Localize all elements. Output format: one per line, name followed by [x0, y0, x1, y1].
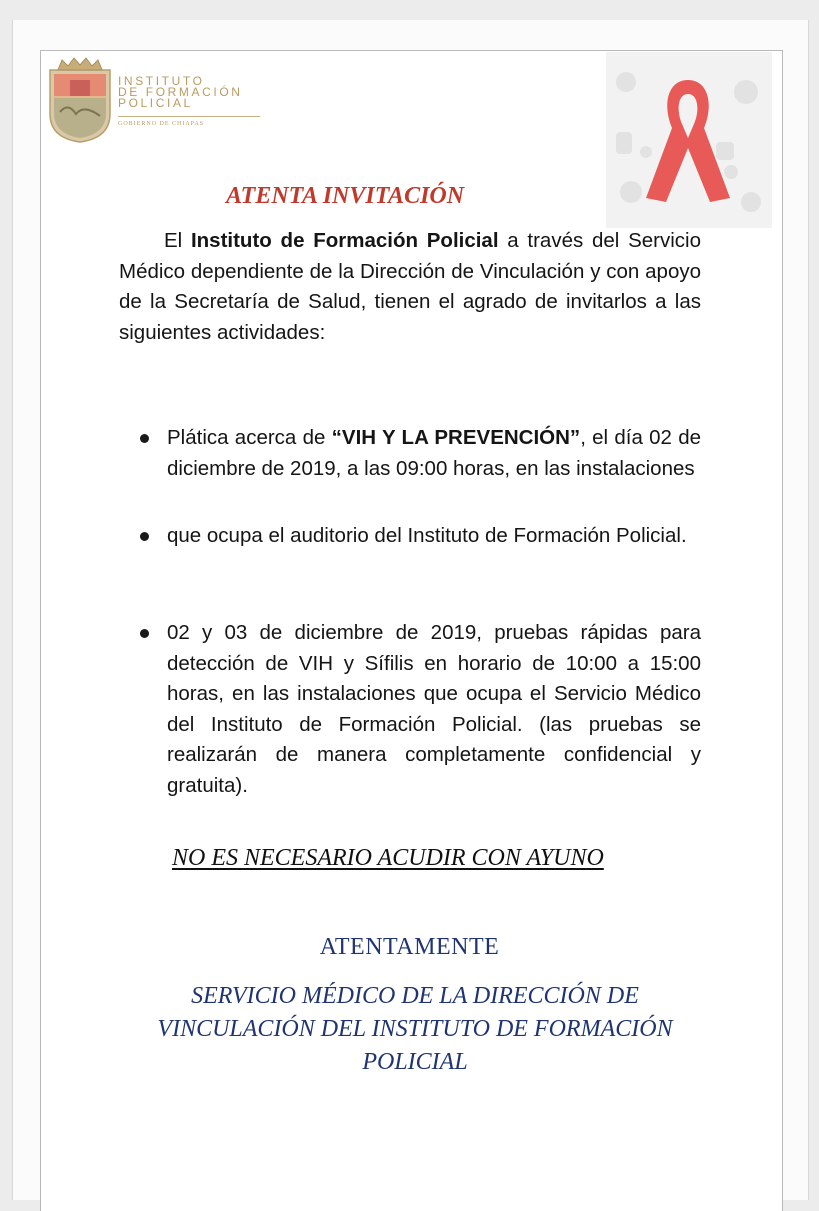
list-item-text: 02 y 03 de diciembre de 2019, pruebas rápidas para detección de VIH y Sífilis en horario de 10:00 a 15:00 horas, en las instalaciones que ocupa el Servicio Médico del Instituto de Formación Policial. (las pruebas se realizarán de manera completamente confidencial y gratuita).	[167, 621, 701, 797]
closing-salutation: ATENTAMENTE	[319, 934, 500, 960]
signature-line: VINCULACIÓN DEL INSTITUTO DE FORMACIÓN	[157, 1016, 673, 1042]
institute-name: Instituto de Formación Policial	[190, 229, 499, 252]
list-item	[140, 423, 701, 484]
bullet-icon	[140, 434, 149, 443]
list-item	[140, 618, 701, 801]
logo-line: POLICIAL	[118, 96, 193, 110]
red-awareness-ribbon	[606, 52, 772, 228]
list-item-text-pre: Plática acerca de	[167, 426, 332, 449]
invitation-title: ATENTA INVITACIÓN	[226, 183, 465, 209]
list-item-text: que ocupa el auditorio del Instituto de Formación Policial.	[167, 524, 687, 547]
signature-line: POLICIAL	[362, 1049, 468, 1075]
list-item-text	[167, 423, 701, 484]
logo-divider	[118, 116, 260, 117]
bullet-icon	[140, 532, 149, 541]
signature-block	[120, 980, 710, 1079]
signature-line: SERVICIO MÉDICO DE LA DIRECCIÓN DE	[191, 983, 639, 1009]
bullet-icon	[140, 629, 149, 638]
intro-lead: El	[164, 229, 191, 252]
logo-line: DE FORMACIÓN	[118, 85, 243, 99]
intro-paragraph	[119, 226, 701, 348]
intro-body: a través del Servicio Médico dependiente de la Dirección de Vinculación y con apoyo de la Secretaría de Salud, tienen el agrado de invitarlos a las siguientes actividades:	[119, 229, 701, 344]
list-item-text-post: , el día 02 de diciembre de 2019, a las 09:00 horas, en las instalaciones	[167, 426, 701, 480]
fasting-note: NO ES NECESARIO ACUDIR CON AYUNO	[172, 845, 604, 871]
logo-subtitle: GOBIERNO DE CHIAPAS	[118, 121, 205, 127]
talk-topic: “VIH Y LA PREVENCIÓN”	[331, 426, 581, 449]
list-item	[140, 521, 701, 552]
logo-line: INSTITUTO	[118, 74, 205, 88]
logo-wordmark	[118, 76, 243, 109]
